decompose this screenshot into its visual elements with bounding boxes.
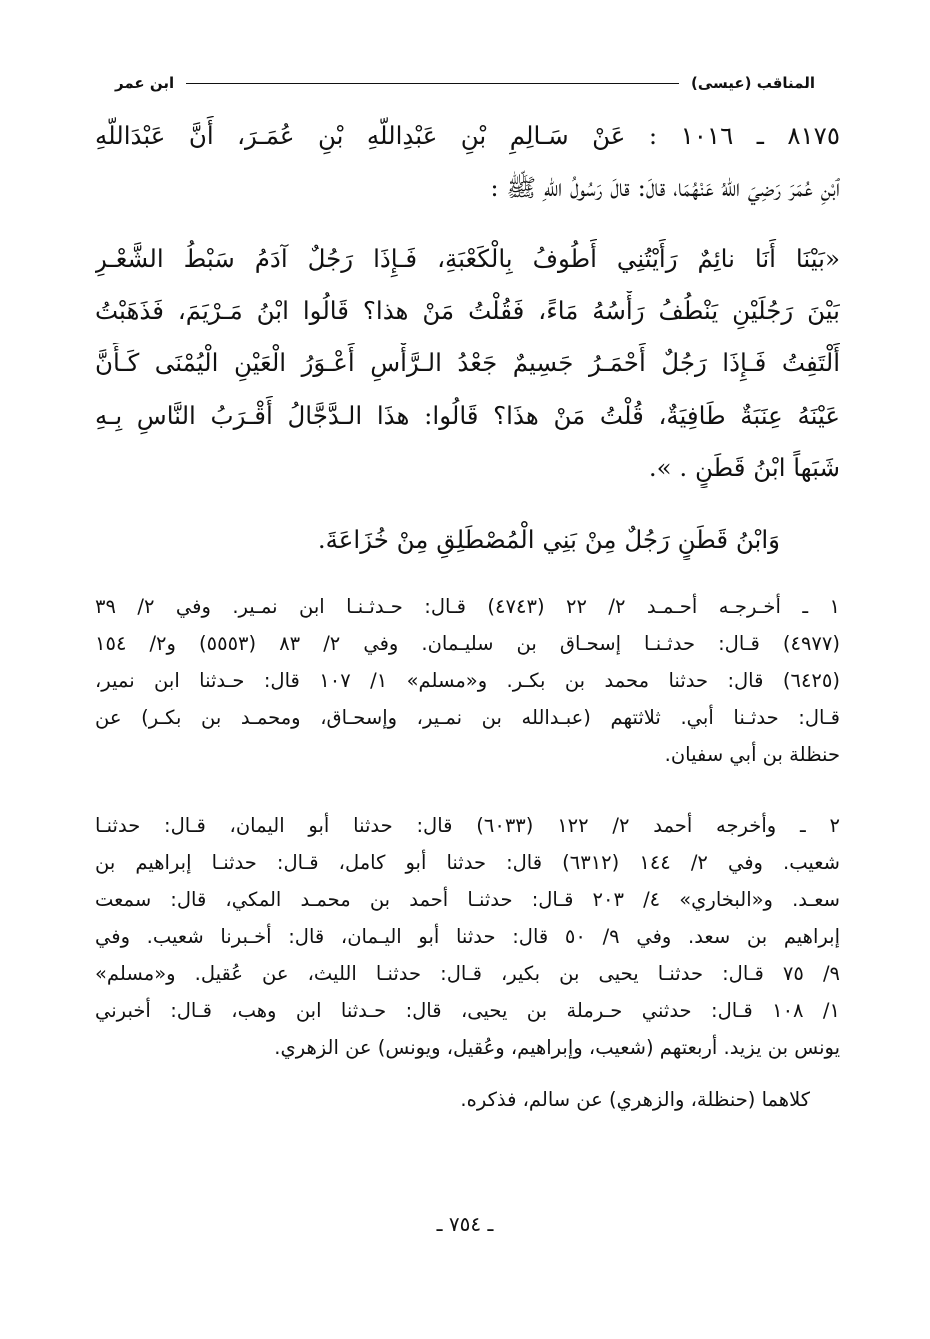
hadith-chain-line: ٨١٧٥ ـ ١٠١٦ : عَنْ سَـالِمِ بْنِ عَبْدِاللّهِ بْنِ عُمَـرَ، أَنَّ عَبْدَاللّهِ [95,121,840,150]
takhrij-note-2-line: سعـد. و«البخاري» ٤/ ٢٠٣ قـال: حدثنـا أحمد بن محمـد المكي، قال: سمعت [95,888,840,911]
takhrij-note-1-line: (٦٤٢٥) قال: حدثنا محمد بن بكـر. و«مسلم» ١/ ١٠٧ قال: حـدثنا ابن نمير، [95,669,840,692]
takhrij-note-2-line: إبراهيم بن سعد. وفي ٩/ ٥٠ قال: حدثنا أبو اليـمان، قال: أخـبرنا شعيب. وفي [95,925,840,948]
takhrij-note-2-line: ٩/ ٧٥ قـال: حدثنـا يحيى بن بكير، قـال: حدثنـا الليث، عن عُقيل. و«مسلم» [95,962,840,985]
hadith-text-line: عَيْنَهُ عِنَبَةٌ طَافِيَةٌ، قُلْتُ مَنْ هذَا؟ قَالُوا: هذَا الـدَّجَّالُ أَقْـرَبُ النَّاسِ بِـهِ [95,401,840,430]
takhrij-note-2-line: ١/ ١٠٨ قـال: حدثني حـرملة بن يحيى، قال: حـدثنا ابن وهب، قـال: أخبرني [95,999,840,1022]
takhrij-note-1-line: حنظلة بن أبي سفيان. [664,743,840,766]
takhrij-note-1-line: قـال: حدثـنا أبي. ثلاثتهم (عبـدالله بن نمـير، وإسحـاق، ومحمـد بن بكـر) عن [95,706,840,729]
hadith-text-line: شَبَهاً ابْنُ قَطَنٍ . ». [648,453,840,482]
hadith-text-line: بَيْنَ رَجُلَيْنِ يَنْطُفُ رَأْسُهُ مَاءً، فَقُلْتُ مَنْ هذا؟ قَالُوا ابْنُ مَـرْيَمَ، فَذَهَبْتُ [95,296,840,325]
hadith-closing: وَابْنُ قَطَنٍ رَجُلٌ مِنْ بَنِي الْمُصْطَلِقِ مِنْ خُزَاعَةَ. [317,525,780,554]
hadith-chain-line: ٱبْنِ عُمَرَ رَضِيَ اللّهُ عَنْهُمَا، قالَ: قالَ رَسُولُ اللّهِ ﷺ : [490,173,840,202]
companion-name: ابن عمر [115,74,175,92]
running-header [115,70,815,96]
takhrij-note-1-line: (٤٩٧٧) قـال: حدثـنـا إسحـاق بن سليـمان. وفي ٢/ ٨٣ (٥٥٥٣) و٢/ ١٥٤ [95,632,840,655]
takhrij-note-1-line: ١ ـ أخـرجـه أحـمـد ٢/ ٢٢ (٤٧٤٣) قـال: حـدثـنـا ابن نمـير. وفي ٢/ ٣٩ [95,595,840,618]
takhrij-note-2-line: يونس بن يزيد. أربعتهم (شعيب، وإبراهيم، وعُقيل، ويونس) عن الزهري. [274,1036,840,1059]
takhrij-note-2-line: ٢ ـ وأخرجه أحمد ٢/ ١٢٢ (٦٠٣٣) قال: حدثنا أبو اليمان، قـال: حدثنـا [95,814,840,837]
hadith-text-line: «بَيْنَا أَنَا نائِمٌ رَأَيْتُنِي أَطُوفُ بِالْكَعْبَةِ، فَـإِذَا رَجُلٌ آدَمُ سَبْطُ الشَّعْـرِ [95,244,840,273]
chapter-title: المناقب (عيسى) [690,74,815,92]
takhrij-note-2-line: شعيب. وفي ٢/ ١٤٤ (٦٣١٢) قال: حدثنا أبو كامل، قـال: حدثنـا إبراهيم بن [95,851,840,874]
takhrij-conclusion: كلاهما (حنظلة، والزهري) عن سالم، فذكره. [460,1088,810,1111]
hadith-text-line: أَلْتَفِتُ فَـإِذَا رَجُلٌ أَحْمَـرُ جَسِيمٌ جَعْدُ الـرَّأْسِ أَعْـوَرُ الْعَيْنِ الْيُمْنَى كَـأَنَّ [95,348,840,377]
header-rule [186,83,679,84]
page-number: ـ ٧٥٤ ـ [436,1212,494,1236]
